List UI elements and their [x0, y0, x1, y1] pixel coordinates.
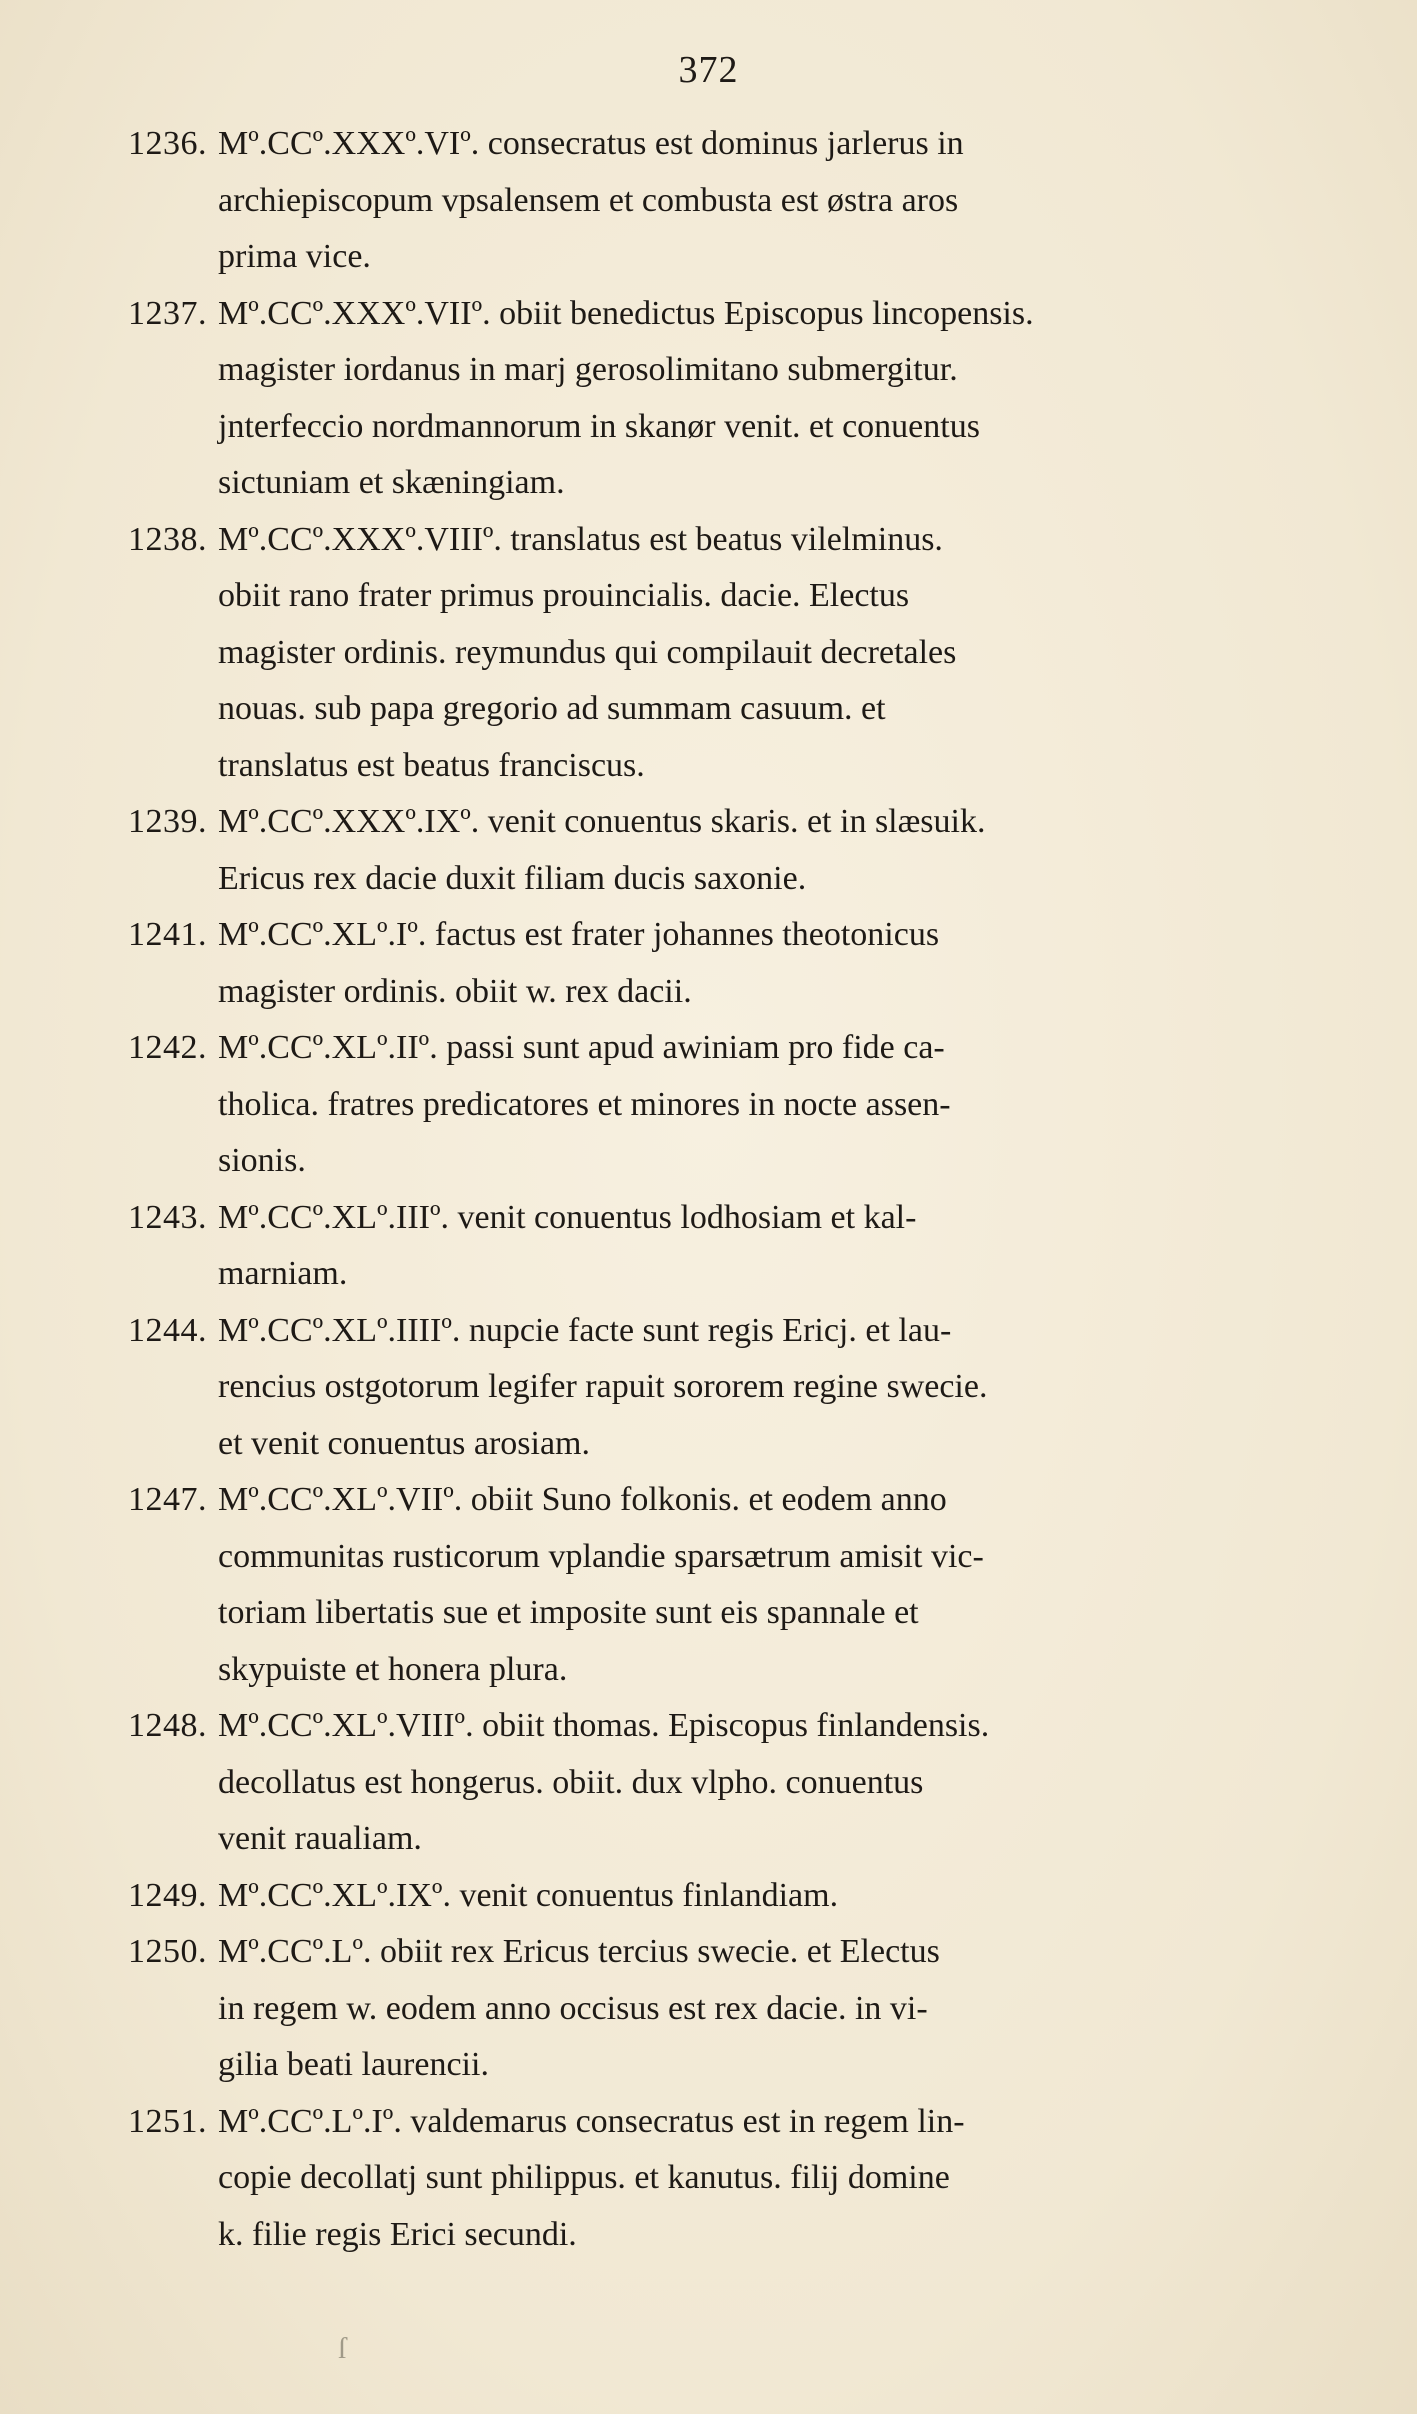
- entry-text-line: Mº.CCº.XXXº.IXº. venit conuentus skaris. et in slæsuik.: [218, 803, 986, 840]
- entry-year: 1238.: [128, 520, 207, 558]
- entry-text-line: translatus est beatus franciscus.: [218, 746, 645, 784]
- entry-text-line: prima vice.: [218, 238, 371, 275]
- entry-text-line: sictuniam et skæningiam.: [218, 464, 565, 501]
- entry-text-line: Mº.CCº.Lº.Iº. valdemarus consecratus est in regem lin-: [218, 2102, 965, 2140]
- entry-text-line: toriam libertatis sue et imposite sunt eis spannale et: [218, 1594, 919, 1631]
- entry-text-line: magister iordanus in marj gerosolimitano submergitur.: [218, 351, 958, 388]
- entry-text-line: Mº.CCº.XLº.VIIº. obiit Suno folkonis. et eodem anno: [218, 1481, 947, 1518]
- entry-text-line: Ericus rex dacie duxit filiam ducis saxonie.: [218, 859, 807, 897]
- entry-text-line: venit raualiam.: [218, 1820, 422, 1857]
- entry-text-line: Mº.CCº.Lº. obiit rex Ericus tercius swecie. et Electus: [218, 1933, 940, 1970]
- entry-text-line: Mº.CCº.XLº.IIº. passi sunt apud awiniam pro fide ca-: [218, 1029, 945, 1066]
- entry-year: 1243.: [128, 1198, 207, 1236]
- entry-year: 1248.: [128, 1707, 207, 1744]
- entry-text-line: decollatus est hongerus. obiit. dux vlpho. conuentus: [218, 1763, 924, 1801]
- entry-text-line: sionis.: [218, 1142, 306, 1179]
- entry-text-line: Mº.CCº.XXXº.VIº. consecratus est dominus jarlerus in: [218, 125, 964, 162]
- entry-text-line: Mº.CCº.XLº.VIIIº. obiit thomas. Episcopus finlandensis.: [218, 1707, 990, 1744]
- entry-text-line: copie decollatj sunt philippus. et kanutus. filij domine: [218, 2159, 950, 2196]
- entry-year: 1241.: [128, 916, 207, 953]
- entry-text-line: nouas. sub papa gregorio ad summam casuum. et: [218, 690, 886, 727]
- entry-text-line: gilia beati laurencii.: [218, 2046, 489, 2083]
- entry-text-line: Mº.CCº.XLº.IIIº. venit conuentus lodhosiam et kal-: [218, 1198, 917, 1236]
- entry-text-line: rencius ostgotorum legifer rapuit sororem regine swecie.: [218, 1368, 988, 1405]
- entry-year: 1242.: [128, 1029, 207, 1066]
- entry-year: 1247.: [128, 1481, 207, 1518]
- entry-year: 1239.: [128, 803, 207, 840]
- entry-text-line: communitas rusticorum vplandie sparsætrum amisit vic-: [218, 1537, 984, 1575]
- entry-text-line: archiepiscopum vpsalensem et combusta est østra aros: [218, 181, 959, 219]
- entry-year: 1237.: [128, 294, 207, 332]
- entry-text-line: tholica. fratres predicatores et minores in nocte assen-: [218, 1085, 951, 1123]
- entry-text-line: Mº.CCº.XXXº.VIIº. obiit benedictus Episcopus lincopensis.: [218, 294, 1034, 332]
- entry-year: 1249.: [128, 1876, 207, 1914]
- entry-year: 1244.: [128, 1311, 207, 1349]
- entry-text-line: marniam.: [218, 1255, 348, 1292]
- entry-year: 1250.: [128, 1933, 207, 1970]
- entry-text-line: Mº.CCº.XLº.Iº. factus est frater johannes theotonicus: [218, 916, 940, 953]
- stray-mark: ſ: [338, 2332, 347, 2365]
- entry-year: 1236.: [128, 125, 207, 162]
- entry-text-line: skypuiste et honera plura.: [218, 1650, 568, 1688]
- entry-text-line: obiit rano frater primus prouincialis. dacie. Electus: [218, 577, 910, 614]
- entry-text-line: Mº.CCº.XLº.IXº. venit conuentus finlandiam.: [218, 1876, 839, 1914]
- entry-text-line: et venit conuentus arosiam.: [218, 1424, 591, 1462]
- entry-text-line: in regem w. eodem anno occisus est rex dacie. in vi-: [218, 1989, 928, 2027]
- entry-text-line: k. filie regis Erici secundi.: [218, 2215, 577, 2253]
- entry-text-line: Mº.CCº.XXXº.VIIIº. translatus est beatus vilelminus.: [218, 520, 943, 558]
- entry-year: 1251.: [128, 2102, 207, 2140]
- entry-text-line: magister ordinis. obiit w. rex dacii.: [218, 972, 692, 1010]
- entry-text-line: jnterfeccio nordmannorum in skanør venit. et conuentus: [218, 407, 980, 445]
- page-number: 372: [678, 49, 739, 91]
- entry-text-line: Mº.CCº.XLº.IIIIº. nupcie facte sunt regis Ericj. et lau-: [218, 1311, 952, 1349]
- entry-text-line: magister ordinis. reymundus qui compilauit decretales: [218, 633, 957, 671]
